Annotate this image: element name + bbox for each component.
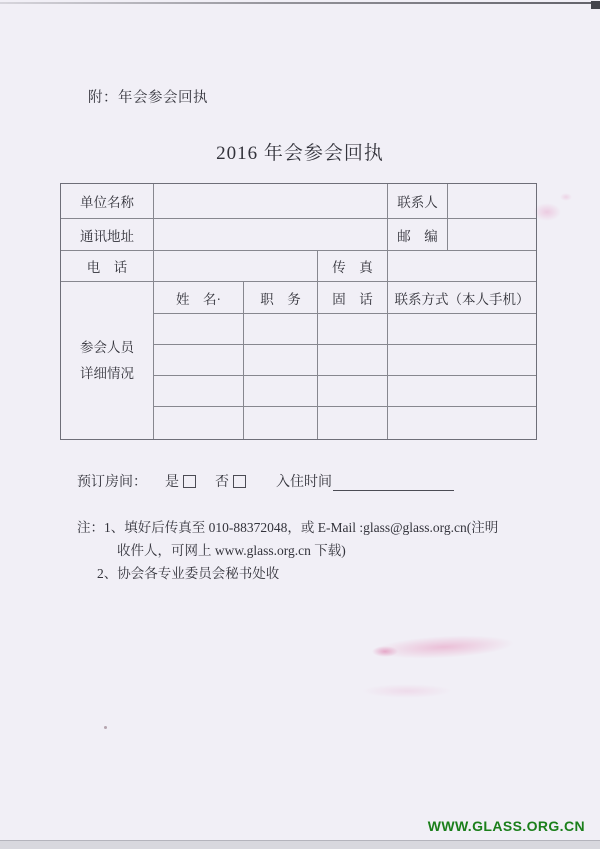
col-header-name: 姓 名·	[154, 282, 244, 314]
participant-landline-input-2[interactable]	[318, 345, 388, 376]
checkin-time-group	[276, 471, 454, 491]
pink-smudge	[560, 193, 572, 201]
participant-mobile-input-3[interactable]	[388, 376, 536, 407]
checkin-time-input[interactable]	[333, 475, 454, 491]
participant-position-input-1[interactable]	[244, 314, 318, 345]
pink-smudge	[362, 684, 452, 698]
participant-landline-input-3[interactable]	[318, 376, 388, 407]
website-url: WWW.GLASS.ORG.CN	[427, 818, 585, 834]
booking-yes-label: 是	[165, 475, 179, 490]
address-input[interactable]	[154, 219, 388, 251]
participant-mobile-input-2[interactable]	[388, 345, 536, 376]
booking-no-option	[215, 471, 246, 491]
participant-name-input-1[interactable]	[154, 314, 244, 345]
contact-person-label: 联系人	[388, 184, 448, 219]
fax-input[interactable]	[388, 251, 536, 282]
page-title: 2016 年会参会回执	[216, 143, 384, 164]
scan-edge-top	[0, 2, 600, 4]
postcode-input[interactable]	[448, 219, 536, 251]
participant-landline-input-1[interactable]	[318, 314, 388, 345]
participant-landline-input-4[interactable]	[318, 407, 388, 439]
participant-position-input-4[interactable]	[244, 407, 318, 439]
pink-smudge	[374, 632, 515, 661]
col-header-mobile: 联系方式（本人手机）	[388, 282, 536, 314]
unit-name-input[interactable]	[154, 184, 388, 219]
address-label: 通讯地址	[61, 219, 154, 251]
fax-label: 传 真	[318, 251, 388, 282]
scan-corner-mark	[591, 1, 600, 9]
note-line-2: 收件人，可网上 www.glass.org.cn 下载)	[117, 543, 346, 558]
yes-checkbox[interactable]	[183, 475, 196, 488]
attachment-note: 附：年会参会回执	[88, 90, 208, 106]
phone-label: 电 话	[61, 251, 154, 282]
scan-speck	[104, 726, 107, 729]
booking-no-label: 否	[215, 475, 229, 490]
participant-mobile-input-4[interactable]	[388, 407, 536, 439]
participant-name-input-3[interactable]	[154, 376, 244, 407]
participant-position-input-2[interactable]	[244, 345, 318, 376]
participant-mobile-input-1[interactable]	[388, 314, 536, 345]
note-line-3: 2、协会各专业委员会秘书处收	[97, 566, 280, 581]
note-line-1: 注：1、填好后传真至 010-88372048，或 E-Mail :glass@glass.org.cn(注明	[77, 520, 499, 535]
participants-label-line1: 参会人员	[80, 339, 134, 355]
participant-name-input-2[interactable]	[154, 345, 244, 376]
room-booking-label: 预订房间：	[77, 475, 147, 490]
pink-smudge	[372, 646, 398, 657]
unit-name-label: 单位名称	[61, 184, 154, 219]
col-header-position: 职 务	[244, 282, 318, 314]
no-checkbox[interactable]	[233, 475, 246, 488]
checkin-time-label: 入住时间	[276, 475, 332, 490]
pink-smudge	[533, 203, 561, 221]
participant-name-input-4[interactable]	[154, 407, 244, 439]
booking-yes-option	[165, 471, 196, 491]
scan-edge-bottom	[0, 841, 600, 849]
contact-person-input[interactable]	[448, 184, 536, 219]
participant-position-input-3[interactable]	[244, 376, 318, 407]
phone-input[interactable]	[154, 251, 318, 282]
room-booking-row	[77, 471, 454, 491]
participants-section-label	[61, 282, 154, 439]
postcode-label: 邮 编	[388, 219, 448, 251]
notes-section	[77, 516, 552, 585]
col-header-landline: 固 话	[318, 282, 388, 314]
participants-label-line2: 详细情况	[80, 365, 134, 381]
reply-form-table	[60, 183, 537, 440]
